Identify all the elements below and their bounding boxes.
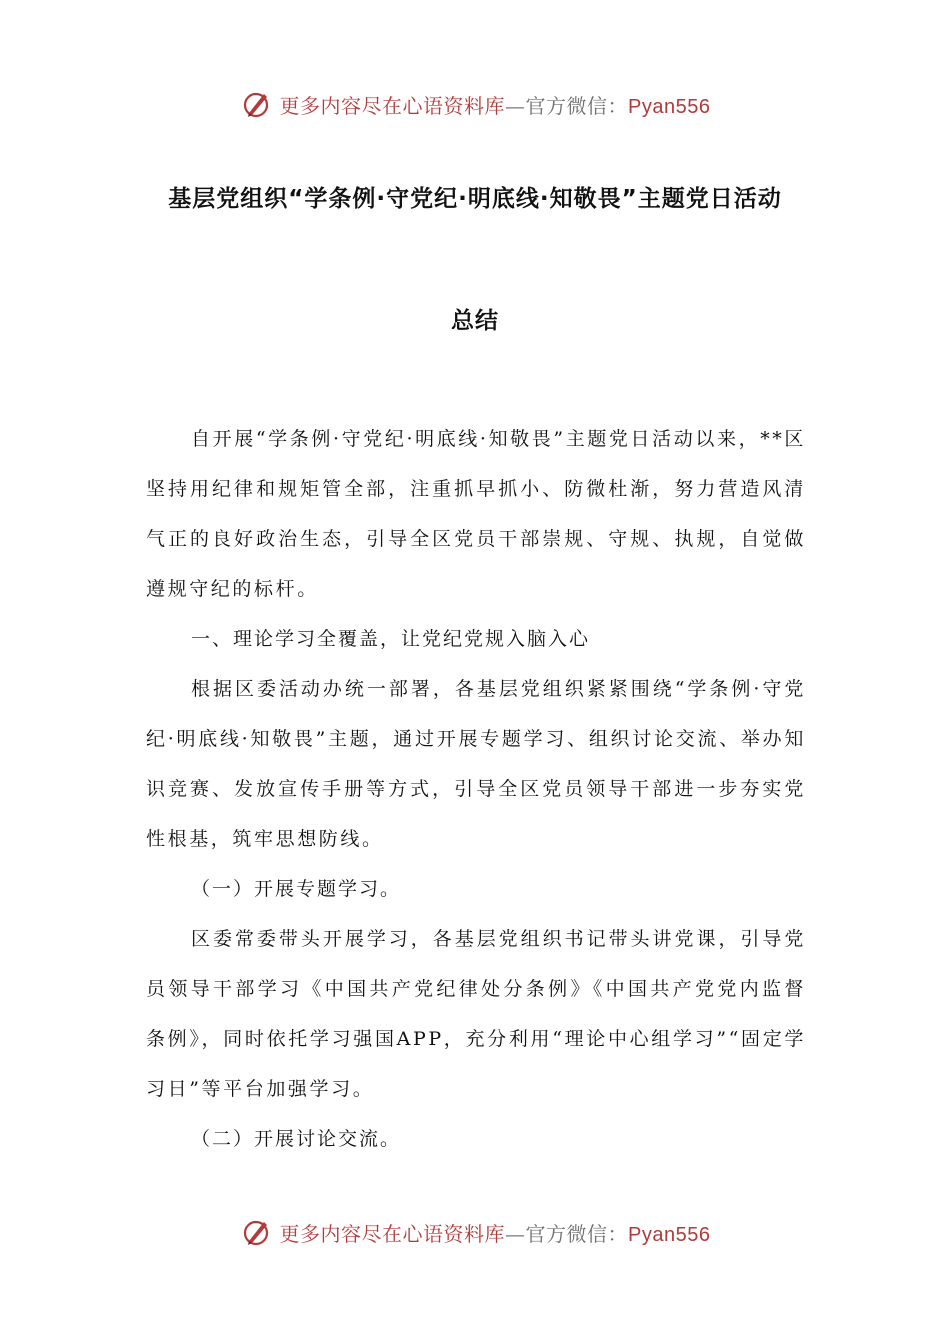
paragraph-section-1: 根据区委活动办统一部署，各基层党组织紧紧围绕“学条例·守党纪·明底线·知敬畏”主题，通过开展专题学习、组织讨论交流、举办知识竞赛、发放宣传手册等方式，引导全区党员领导干部进一步夯实党性根基，筑牢思想防线。 — [146, 678, 806, 850]
document-body — [146, 414, 806, 1164]
watermark-official-label: 官方微信： — [525, 93, 629, 118]
paragraph-intro: 自开展“学条例·守党纪·明底线·知敬畏”主题党日活动以来，**区坚持用纪律和规矩管全部，注重抓早抓小、防微杜渐，努力营造风清气正的良好政治生态，引导全区党员干部崇规、守规、执规，自觉做遵规守纪的标杆。 — [146, 428, 806, 600]
document-title-line1: 基层党组织“学条例·守党纪·明底线·知敬畏”主题党日活动 — [168, 186, 782, 212]
subsection-heading-2: （二）开展讨论交流。 — [191, 1128, 402, 1150]
watermark-main-text: 更多内容尽在心语资料库 — [279, 93, 506, 118]
watermark-text — [280, 90, 711, 119]
document-title-line2: 总结 — [451, 308, 499, 334]
pen-circle-logo-icon — [240, 1216, 272, 1248]
watermark-separator: — — [505, 93, 526, 118]
pen-circle-logo-icon — [240, 88, 272, 120]
subsection-heading-1: （一）开展专题学习。 — [191, 878, 402, 900]
watermark-separator: — — [505, 1221, 526, 1246]
watermark-wechat-id: Pyan556 — [628, 1223, 711, 1246]
watermark-official-label: 官方微信： — [525, 1221, 629, 1246]
watermark-footer — [0, 1212, 950, 1252]
watermark-wechat-id: Pyan556 — [628, 95, 711, 118]
watermark-main-text: 更多内容尽在心语资料库 — [279, 1221, 506, 1246]
paragraph-subsection-1: 区委常委带头开展学习，各基层党组织书记带头讲党课，引导党员领导干部学习《中国共产党纪律处分条例》《中国共产党党内监督条例》，同时依托学习强国APP，充分利用“理论中心组学习”“固定学习日”等平台加强学习。 — [146, 928, 806, 1100]
watermark-header — [0, 84, 950, 124]
watermark-text — [280, 1218, 711, 1247]
section-heading-1: 一、理论学习全覆盖，让党纪党规入脑入心 — [191, 628, 591, 650]
